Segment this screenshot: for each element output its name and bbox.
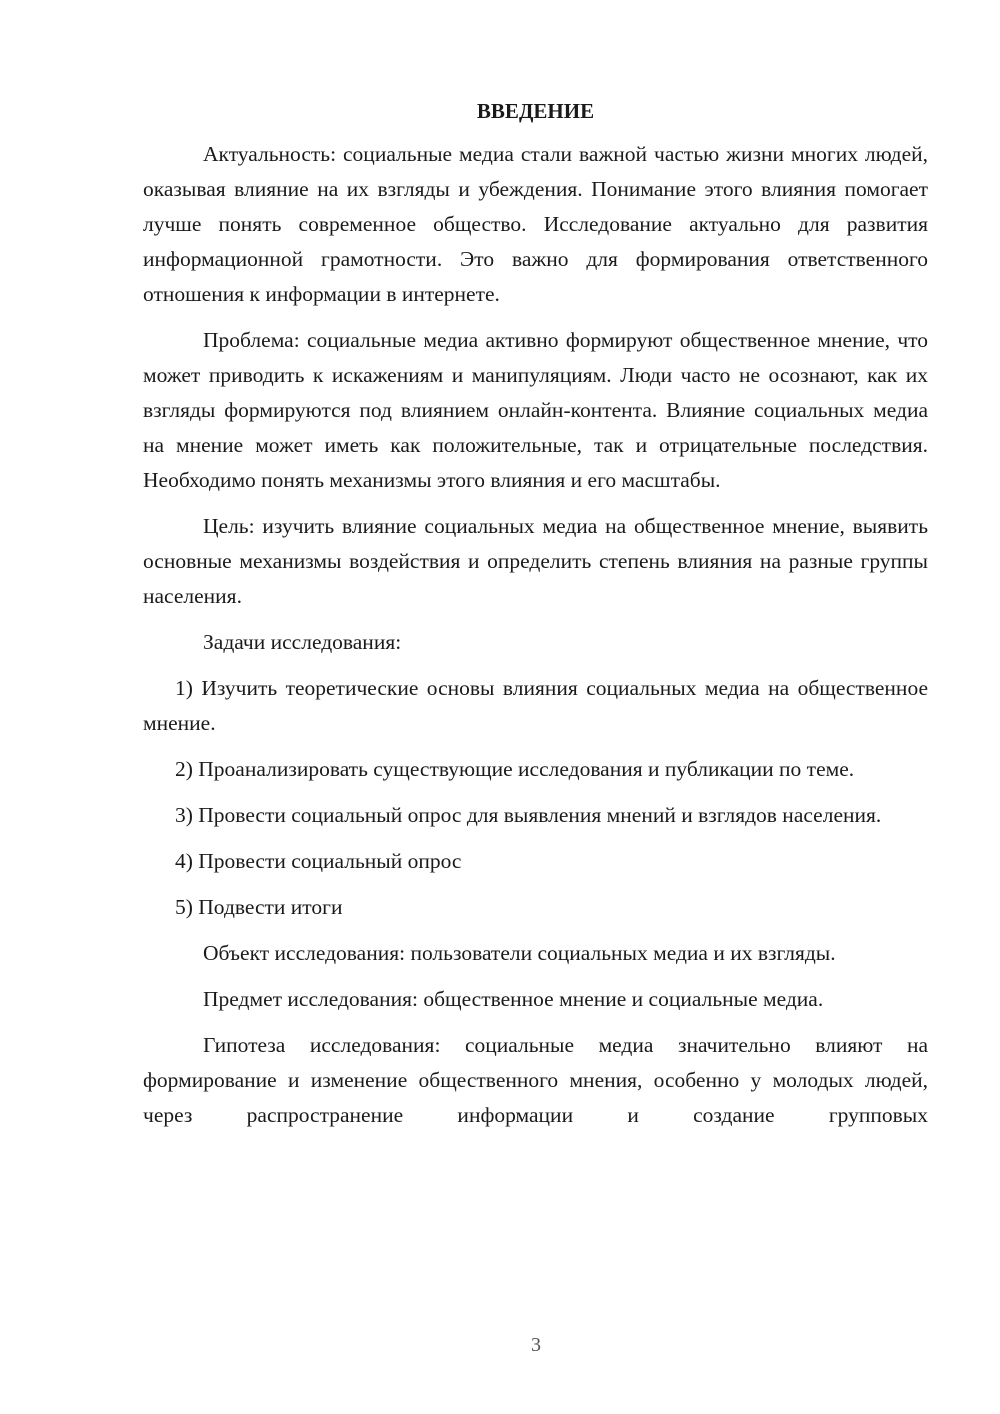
relevance-paragraph: Актуальность: социальные медиа стали важной частью жизни многих людей, оказывая влияние на их взгляды и убеждения. Понимание этого влияния помогает лучше понять современное общество. Исследование актуально для развития информационной грамотности. Это важно для формирования ответственного отношения к информации в интернете. [143,142,928,306]
problem-paragraph: Проблема: социальные медиа активно формируют общественное мнение, что может приводить к искажениям и манипуляциям. Люди часто не осознают, как их взгляды формируются под влиянием онлайн-контента. Влияние социальных медиа на мнение может иметь как положительные, так и отрицательные последствия. Необходимо понять механизмы этого влияния и его масштабы. [143,328,928,492]
task-item-5: 5) Подвести итоги [175,895,343,919]
task-item-3: 3) Провести социальный опрос для выявления мнений и взглядов населения. [175,803,882,827]
subject-paragraph: Предмет исследования: общественное мнение и социальные медиа. [203,987,824,1011]
task-item-4: 4) Провести социальный опрос [175,849,462,873]
task-item-2: 2) Проанализировать существующие исследования и публикации по теме. [175,757,855,781]
page-number: 3 [531,1334,541,1356]
task-item-1: 1) Изучить теоретические основы влияния социальных медиа на общественное мнение. [143,676,928,735]
object-paragraph: Объект исследования: пользователи социальных медиа и их взгляды. [203,941,836,965]
tasks-title: Задачи исследования: [203,630,402,654]
hypothesis-paragraph: Гипотеза исследования: социальные медиа значительно влияют на формирование и изменение общественного мнения, особенно у молодых людей, через распространение информации и создание групповых [143,1033,928,1127]
document-page [143,95,928,1144]
section-heading: ВВЕДЕНИЕ [476,99,595,123]
goal-paragraph: Цель: изучить влияние социальных медиа на общественное мнение, выявить основные механизмы воздействия и определить степень влияния на разные группы населения. [143,514,928,608]
